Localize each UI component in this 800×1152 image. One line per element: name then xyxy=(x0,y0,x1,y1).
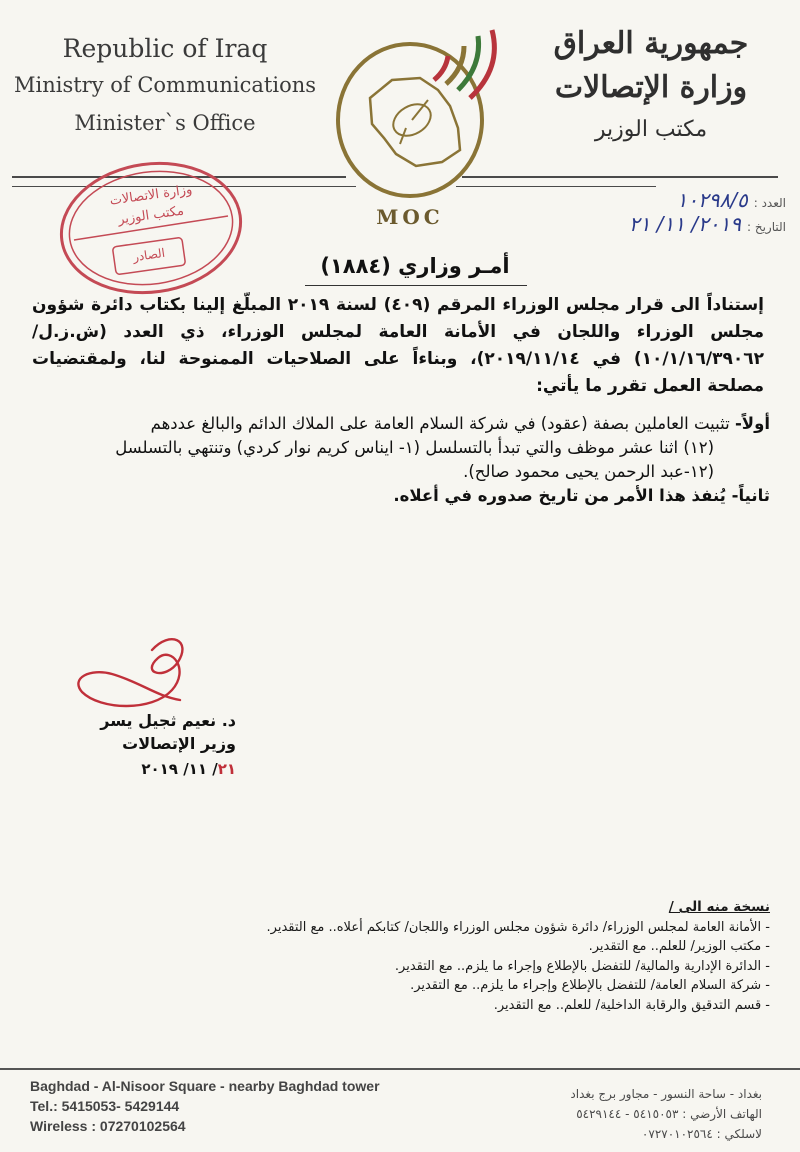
title-underline xyxy=(305,285,527,286)
footer-address: Baghdad - Al-Nisoor Square - nearby Baghdad tower xyxy=(30,1078,380,1094)
header-ministry-ar: وزارة الإتصالات xyxy=(554,70,748,105)
footer-address-ar: بغداد - ساحة النسور - مجاور برج بغداد xyxy=(570,1087,762,1101)
stamp-text xyxy=(56,158,246,298)
item-first-line1 xyxy=(32,412,770,436)
footer-wireless: Wireless : 07270102564 xyxy=(30,1118,186,1134)
list-item: - الأمانة العامة لمجلس الوزراء/ دائرة شؤون مجلس الوزراء واللجان/ كتابكم أعلاه.. مع التقدير. xyxy=(266,919,770,935)
signature-date-rest: / ١١/ ٢٠١٩ xyxy=(141,760,218,778)
footer-wireless-ar: لاسلكي : ٠٧٢٧٠١٠٢٥٦٤ xyxy=(641,1127,762,1141)
stamp-line-ministry: وزارة الاتصالات xyxy=(108,182,194,209)
footer-arabic xyxy=(472,1084,762,1144)
item-first-line3: (١٢-عبد الرحمن يحيى محمود صالح). xyxy=(463,462,714,481)
header-country-ar: جمهورية العراق xyxy=(553,26,749,61)
item-first-label: أولاً- xyxy=(734,414,770,433)
reference-date-value: ٢٠١٩/ ١١/ ٢١ xyxy=(628,212,741,236)
reference-date-row xyxy=(566,212,786,236)
footer-english xyxy=(30,1076,450,1136)
stamp-line-office: مكتب الوزير xyxy=(117,203,185,228)
header-country: Republic of Iraq xyxy=(62,34,268,63)
header-office: Minister`s Office xyxy=(74,111,256,135)
header-office-ar: مكتب الوزير xyxy=(594,117,708,142)
copies-to-list xyxy=(150,898,770,1015)
item-first-text1: تثبيت العاملين بصفة (عقود) في شركة السلام العامة على الملاك الدائم والبالغ عددهم xyxy=(150,414,730,433)
reference-block xyxy=(566,188,786,236)
footer-rule xyxy=(0,1068,800,1070)
body-paragraph: إستناداً الى قرار مجلس الوزراء المرقم (٤٠٩) لسنة ٢٠١٩ المبلّغ إلينا بكتاب دائرة شؤون مجلس الوزراء واللجان في الأمانة العامة لمجلس الوزراء، ذي العدد (ش.ز.ل/١٠/١/١٦/٣٩٠٦٢) في ٢٠١٩/١١/١٤)، وبناءاً على الصلاحيات الممنوحة لنا، ولمقتضيات مصلحة العمل تقرر ما يأتي: xyxy=(32,295,765,396)
reference-number-value: ١٠٢٩٨/٥ xyxy=(676,188,748,212)
list-item: - شركة السلام العامة/ للتفضل بالإطلاع وإجراء ما يلزم.. مع التقدير. xyxy=(410,978,770,993)
document-body xyxy=(32,292,764,400)
signatory-name: د. نعيم ثجيل يسر xyxy=(100,711,236,730)
signature-date xyxy=(66,756,236,782)
logo-label: MOC xyxy=(376,205,444,229)
header-english xyxy=(0,32,330,142)
reference-number-label: العدد : xyxy=(753,196,786,210)
ministry-logo-icon xyxy=(330,28,520,198)
header-arabic xyxy=(516,22,786,150)
signatory-title: وزير الإتصالات xyxy=(122,734,236,753)
list-item: - قسم التدقيق والرقابة الداخلية/ للعلم.. مع التقدير. xyxy=(493,997,770,1013)
reference-number-row xyxy=(566,188,786,212)
order-items xyxy=(32,412,770,508)
item-first-line2: (١٢) اثنا عشر موظف والتي تبدأ بالتسلسل (١- ايناس كريم نوار كردي) وتنتهي بالتسلسل xyxy=(115,438,714,457)
document-title: أمـر وزاري (١٨٨٤) xyxy=(320,254,510,278)
list-item: - مكتب الوزير/ للعلم.. مع التقدير. xyxy=(588,939,770,954)
footer-phone-ar: الهاتف الأرضي : ٥٤١٥٠٥٣ - ٥٤٢٩١٤٤ xyxy=(576,1107,762,1121)
item-second: ثانياً- يُنفذ هذا الأمر من تاريخ صدوره في أعلاه. xyxy=(393,486,770,505)
signature-block xyxy=(66,710,236,782)
signature-date-day: ٢١ xyxy=(217,760,236,778)
footer-phone: Tel.: 5415053- 5429144 xyxy=(30,1098,180,1114)
reference-date-label: التاريخ : xyxy=(746,220,786,234)
copies-heading: نسخة منه الى / xyxy=(668,899,770,915)
stamp-line-outgoing: الصادر xyxy=(132,245,166,265)
header-ministry: Ministry of Communications xyxy=(13,73,317,97)
list-item: - الدائرة الإدارية والمالية/ للتفضل بالإطلاع وإجراء ما يلزم.. مع التقدير. xyxy=(394,958,770,974)
